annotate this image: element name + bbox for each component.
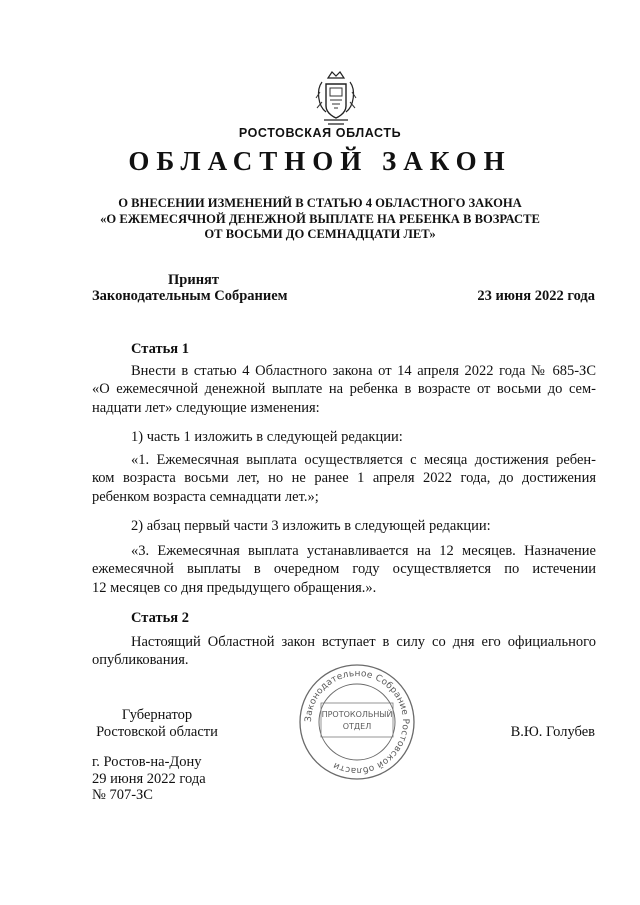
signatory-position-line: Губернатор	[121, 707, 193, 723]
stamp-center-line: ПРОТОКОЛЬНЫЙ	[321, 710, 393, 719]
article-1-item-2	[92, 517, 596, 535]
article-1-intro	[92, 362, 596, 417]
law-title	[80, 196, 560, 243]
article-2-heading: Статья 2	[131, 610, 189, 626]
text-line: Внести в статью 4 Областного закона от 14 апреля 2022 года № 685-ЗС	[131, 363, 596, 379]
law-title-line: «О ЕЖЕМЕСЯЧНОЙ ДЕНЕЖНОЙ ВЫПЛАТЕ НА РЕБЕНКА В ВОЗРАСТЕ	[100, 211, 540, 226]
article-1-heading: Статья 1	[131, 341, 189, 357]
article-1-quote-1	[92, 451, 596, 506]
text-line: опубликования.	[92, 652, 189, 669]
text-line: ежемесячной выплаты в очередном году осуществляется по истечении	[92, 561, 596, 578]
stamp-ring-text: Законодательное Собрание Ростовской области	[303, 668, 411, 776]
text-line: ком возраста восьми лет, но не ранее 1 апреля 2022 года, до достижения	[92, 470, 596, 487]
text-line: 1) часть 1 изложить в следующей редакции:	[131, 429, 403, 445]
signatory-name: В.Ю. Голубев	[510, 724, 595, 740]
region-name: РОСТОВСКАЯ ОБЛАСТЬ	[238, 126, 402, 140]
adopted-label: Принят	[168, 272, 220, 288]
adoption-date: 23 июня 2022 года	[477, 288, 595, 304]
text-line: 2) абзац первый части 3 изложить в следующей редакции:	[131, 518, 491, 534]
signatory-position-line: Ростовской области	[96, 723, 218, 740]
text-line: «1. Ежемесячная выплата осуществляется с месяца достижения ребен-	[131, 452, 596, 468]
text-line: «О ежемесячной денежной выплате на ребенка в возрасте от восьми до сем-	[92, 381, 596, 398]
signatory-position	[0, 707, 314, 740]
text-line: ребенком возраста семнадцати лет.»;	[92, 488, 319, 505]
document-type: ОБЛАСТНОЙ ЗАКОН	[128, 146, 512, 176]
text-line: «3. Ежемесячная выплата устанавливается на 12 месяцев. Назначение	[131, 543, 596, 559]
text-line: 12 месяцев со дня предыдущего обращения.».	[92, 579, 377, 596]
official-stamp	[297, 663, 417, 781]
law-number: № 707-ЗС	[92, 787, 153, 803]
text-line: надцати лет» следующие изменения:	[92, 399, 320, 416]
adopting-body: Законодательным Собранием	[92, 288, 288, 304]
article-1-item-1	[92, 428, 596, 446]
stamp-center-line: ОТДЕЛ	[342, 722, 372, 731]
article-1-quote-2	[92, 542, 596, 597]
text-line: Настоящий Областной закон вступает в силу со дня его официального	[131, 634, 596, 650]
law-title-line: О ВНЕСЕНИИ ИЗМЕНЕНИЙ В СТАТЬЮ 4 ОБЛАСТНОГО ЗАКОНА	[118, 196, 522, 210]
coat-of-arms-icon	[314, 68, 358, 128]
signing-date: 29 июня 2022 года	[92, 770, 206, 787]
signing-place: г. Ростов-на-Дону	[92, 754, 202, 770]
law-title-line: ОТ ВОСЬМИ ДО СЕМНАДЦАТИ ЛЕТ»	[204, 227, 436, 241]
signing-details	[92, 754, 206, 804]
